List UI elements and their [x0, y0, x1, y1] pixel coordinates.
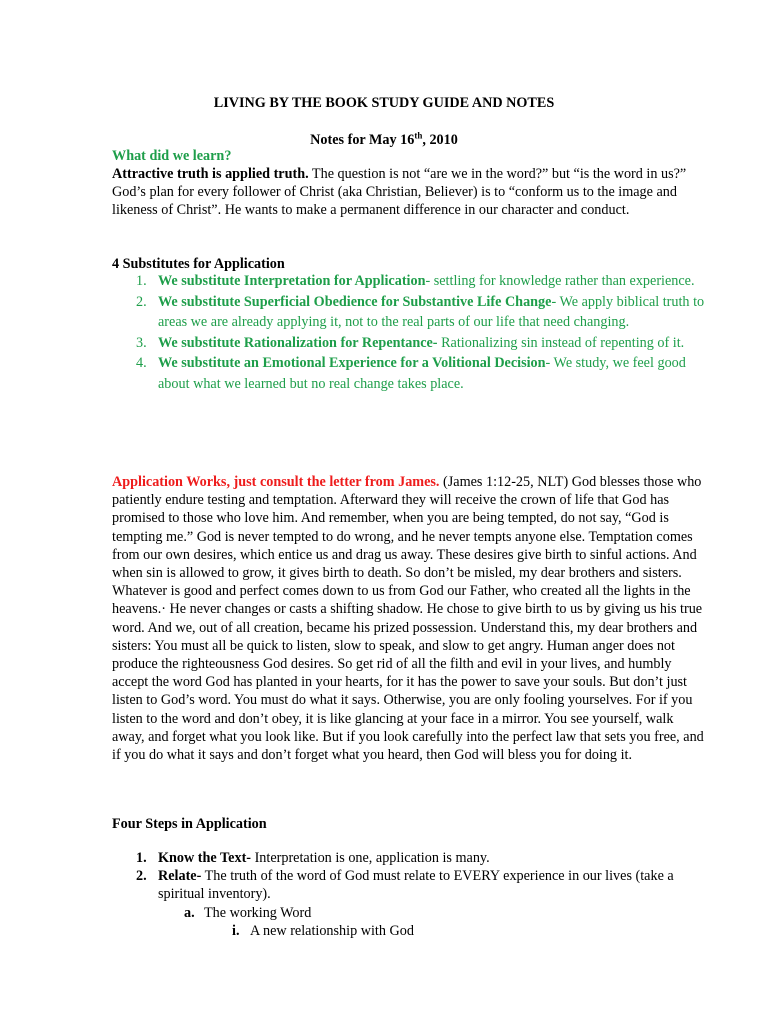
- james-paragraph: [112, 473, 708, 764]
- substitutes-list: [112, 271, 708, 395]
- list-number: 4.: [136, 355, 147, 372]
- list-number: 2.: [136, 293, 147, 310]
- list-item-bold: We substitute Rationalization for Repentance-: [158, 334, 438, 351]
- list-item-text: Rationalizing sin instead of repenting of it.: [437, 334, 685, 351]
- learned-paragraph: [112, 165, 708, 220]
- list-item: [112, 849, 708, 867]
- list-item-text: The truth of the word of God must relate to EVERY experience in our lives (take a spiritual inventory).: [158, 868, 674, 903]
- list-item-text: - We apply biblical truth to areas we are already applying it, not to the real parts of our life that need changing.: [158, 293, 705, 331]
- james-body: (James 1:12-25, NLT) God blesses those who patiently endure testing and temptation. Afterward they will receive the crown of life that God has promised to those who love him. And remember, when you are being tempted, do not say, “God is tempting me.” God is never tempted to do wrong, and he never tempts anyone else. Temptation comes from our own desires, which entice us and drag us away. These desires give birth to sinful actions. And when sin is allowed to grow, it gives birth to death. So don’t be misled, my dear brothers and sisters. Whatever is good and perfect comes down to us from God our Father, who created all the lights in the heavens.· He never changes or casts a shifting shadow. He chose to give birth to us by giving us his true word. And we, out of all creation, became his prized possession. Understand this, my dear brothers and sisters: You must all be quick to listen, slow to speak, and slow to get angry. Human anger does not produce the righteousness God desires. So get rid of all the filth and evil in your lives, and humbly accept the word God has planted in your hearts, for it has the power to save your souls. But don’t just listen to God’s word. You must do what it says. Otherwise, you are only fooling yourselves. For if you listen to the word and don’t obey, it is like glancing at your face in a mirror. You see yourself, walk away, and forget what you look like. But if you look carefully into the perfect law that sets you free, and if you do what it says and don’t forget what you heard, then God will bless you for doing it.: [112, 474, 704, 764]
- list-item-bold: Know the Text-: [158, 850, 252, 866]
- sub-list-item: [112, 904, 708, 922]
- list-item-text: - settling for knowledge rather than experience.: [425, 273, 695, 289]
- list-number: 2.: [136, 868, 147, 885]
- list-item-text: Interpretation is one, application is many.: [251, 850, 490, 866]
- list-item: [112, 292, 708, 333]
- list-item-text: - We study, we feel good about what we learned but no real change takes place.: [158, 355, 686, 392]
- list-item-bold: We substitute Superficial Obedience for Substantive Life Change: [158, 293, 552, 310]
- steps-list: [112, 849, 708, 940]
- list-item: [112, 333, 708, 354]
- notes-date-prefix: Notes for May 16: [310, 132, 415, 148]
- learned-body: The question is not “are we in the word?” but “is the word in us?” God’s plan for every follower of Christ (aka Christian, Believer) is to “conform us to the image and likeness of Christ”. He wants to make a permanent difference in our character and conduct.: [112, 166, 687, 219]
- learned-lead: Attractive truth is applied truth.: [112, 166, 309, 182]
- list-item-bold: We substitute Interpretation for Application: [158, 273, 426, 289]
- what-did-we-learn-heading: What did we learn?: [112, 148, 232, 164]
- list-letter: a.: [184, 904, 195, 921]
- notes-date-superscript: th: [414, 130, 423, 141]
- notes-date-suffix: , 2010: [422, 132, 458, 148]
- list-item-text: The working Word: [204, 904, 312, 921]
- substitutes-heading: 4 Substitutes for Application: [112, 256, 285, 272]
- james-lead: Application Works, just consult the letter from James.: [112, 474, 440, 490]
- list-number: 1.: [136, 273, 147, 289]
- sub-sub-list-item: [112, 922, 708, 940]
- list-number: 3.: [136, 334, 147, 351]
- list-roman: i.: [232, 922, 240, 939]
- list-item-text: A new relationship with God: [250, 922, 414, 939]
- four-steps-heading: Four Steps in Application: [112, 816, 267, 832]
- list-item-bold: Relate-: [158, 868, 202, 885]
- list-item: [112, 271, 708, 292]
- list-item: [112, 867, 708, 903]
- list-number: 1.: [136, 850, 147, 866]
- list-item-bold: We substitute an Emotional Experience for a Volitional Decision: [158, 355, 546, 372]
- document-title: LIVING BY THE BOOK STUDY GUIDE AND NOTES: [213, 95, 555, 111]
- list-item: [112, 353, 708, 394]
